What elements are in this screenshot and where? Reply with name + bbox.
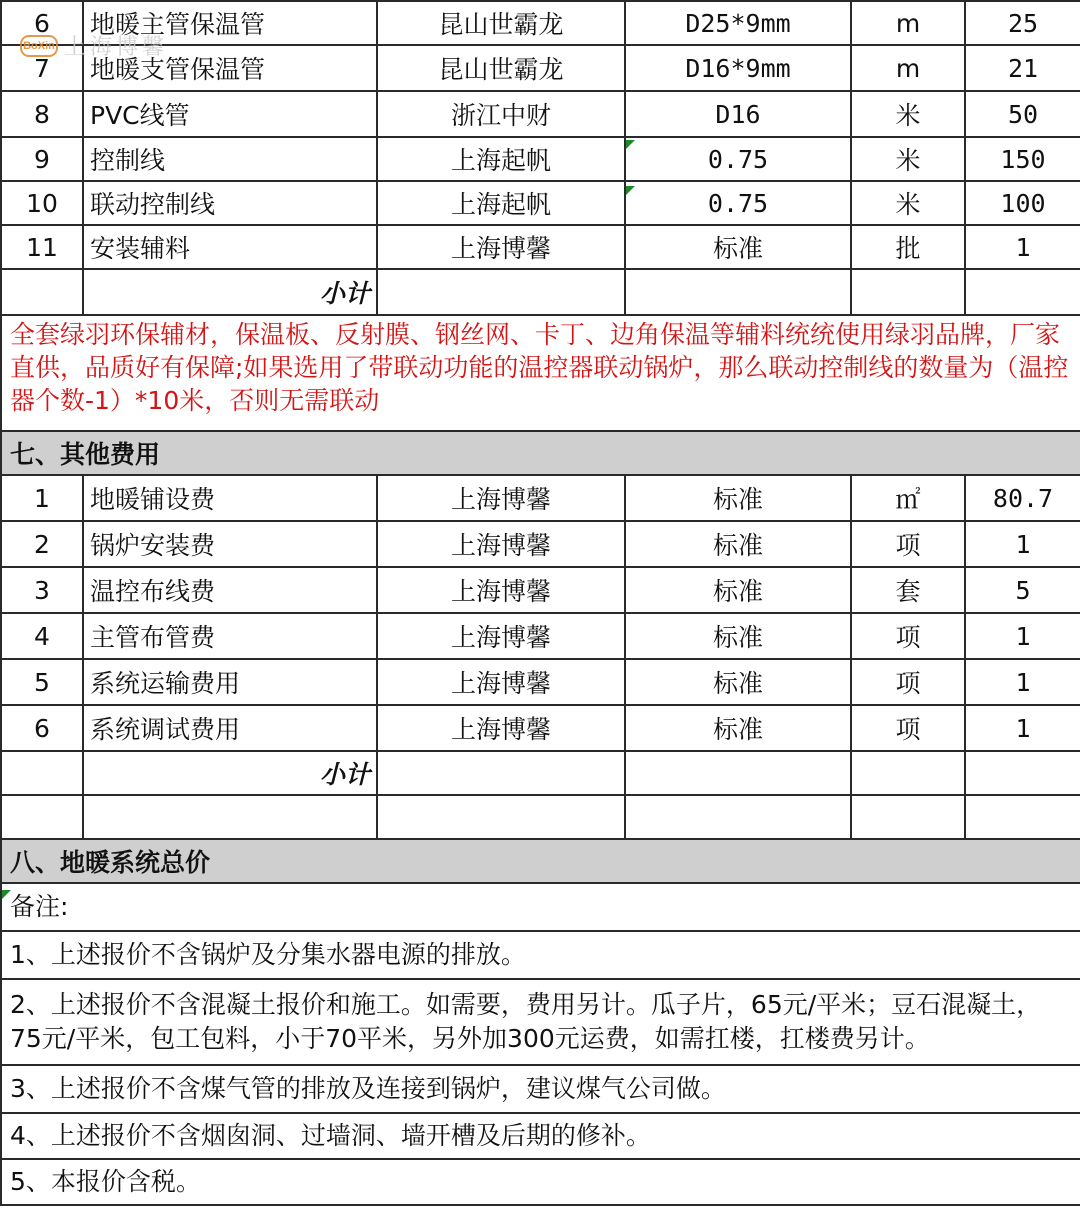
subtotal-row [1, 751, 1080, 795]
remark-item: 2、上述报价不含混凝土报价和施工。如需要，费用另计。瓜子片，65元/平米；豆石混凝土，75元/平米，包工包料，小于70平米，另外加300元运费，如需扛楼，扛楼费另计。 [1, 979, 1080, 1065]
item-spec: 标准 [625, 521, 851, 567]
item-spec: 标准 [625, 705, 851, 751]
empty-cell [377, 795, 625, 839]
comment-marker-icon [2, 890, 11, 899]
watermark-text: 上海博馨 [64, 35, 169, 60]
item-qty: 1 [965, 705, 1080, 751]
table-row [1, 613, 1080, 659]
table-row [1, 521, 1080, 567]
item-unit: m [851, 1, 965, 45]
row-number: 5 [1, 659, 83, 705]
item-unit: 米 [851, 91, 965, 137]
item-name: 联动控制线 [83, 181, 377, 225]
item-brand: 上海博馨 [377, 521, 625, 567]
remarks-title-row [1, 883, 1080, 931]
row-number: 10 [1, 181, 83, 225]
table-row [1, 137, 1080, 181]
empty-cell [377, 269, 625, 315]
empty-cell [1, 269, 83, 315]
empty-cell [965, 751, 1080, 795]
empty-cell [625, 795, 851, 839]
remark-item: 1、上述报价不含锅炉及分集水器电源的排放。 [1, 931, 1080, 979]
item-qty: 1 [965, 659, 1080, 705]
subtotal-label: 小计 [83, 751, 377, 795]
item-unit: 项 [851, 613, 965, 659]
item-unit: 米 [851, 181, 965, 225]
item-spec: 标准 [625, 225, 851, 269]
table-row [1, 659, 1080, 705]
empty-cell [851, 269, 965, 315]
item-unit: 套 [851, 567, 965, 613]
item-unit: 项 [851, 521, 965, 567]
item-qty: 1 [965, 521, 1080, 567]
row-number: 4 [1, 613, 83, 659]
item-spec: 标准 [625, 659, 851, 705]
row-number: 7 [1, 45, 83, 91]
red-note-cell [1, 315, 1080, 431]
empty-row [1, 795, 1080, 839]
row-number: 11 [1, 225, 83, 269]
remarks-title: 备注: [1, 883, 1080, 931]
item-name: 主管布管费 [83, 613, 377, 659]
item-name: 系统调试费用 [83, 705, 377, 751]
item-brand: 上海博馨 [377, 659, 625, 705]
item-name: 锅炉安装费 [83, 521, 377, 567]
item-name: 控制线 [83, 137, 377, 181]
row-number: 1 [1, 475, 83, 521]
row-number: 6 [1, 1, 83, 45]
item-qty: 100 [965, 181, 1080, 225]
item-spec: D16*9mm [625, 45, 851, 91]
item-spec: 0.75 [625, 137, 851, 181]
item-brand: 上海起帆 [377, 181, 625, 225]
empty-cell [851, 751, 965, 795]
item-brand: 昆山世霸龙 [377, 1, 625, 45]
comment-marker-icon [626, 186, 635, 195]
row-number: 2 [1, 521, 83, 567]
item-brand: 昆山世霸龙 [377, 45, 625, 91]
red-note-row [1, 315, 1080, 431]
item-name: 温控布线费 [83, 567, 377, 613]
item-name: PVC线管 [83, 91, 377, 137]
subtotal-label: 小计 [83, 269, 377, 315]
item-spec: D25*9mm [625, 1, 851, 45]
row-number: 9 [1, 137, 83, 181]
item-qty: 25 [965, 1, 1080, 45]
item-brand: 上海博馨 [377, 705, 625, 751]
item-unit: 米 [851, 137, 965, 181]
item-unit: m [851, 45, 965, 91]
empty-cell [625, 269, 851, 315]
item-spec: D16 [625, 91, 851, 137]
item-spec: 0.75 [625, 181, 851, 225]
empty-cell [851, 795, 965, 839]
item-brand: 浙江中财 [377, 91, 625, 137]
item-spec: 标准 [625, 613, 851, 659]
remark-item: 4、上述报价不含烟囱洞、过墙洞、墙开槽及后期的修补。 [1, 1113, 1080, 1159]
empty-cell [377, 751, 625, 795]
item-spec: 标准 [625, 567, 851, 613]
brand-mark: BoXin [20, 35, 58, 57]
remark-item: 5、本报价含税。 [1, 1159, 1080, 1205]
item-unit: ㎡ [851, 475, 965, 521]
item-brand: 上海博馨 [377, 567, 625, 613]
section-header-row [1, 839, 1080, 883]
remark-item: 3、上述报价不含煤气管的排放及连接到锅炉，建议煤气公司做。 [1, 1065, 1080, 1113]
empty-cell [965, 795, 1080, 839]
row-number: 6 [1, 705, 83, 751]
item-name: 系统运输费用 [83, 659, 377, 705]
section-header-row [1, 431, 1080, 475]
row-number: 8 [1, 91, 83, 137]
remark-row [1, 1159, 1080, 1205]
remark-row [1, 1113, 1080, 1159]
empty-cell [83, 795, 377, 839]
item-name: 安装辅料 [83, 225, 377, 269]
red-note-text: 全套绿羽环保辅材，保温板、反射膜、钢丝网、卡丁、边角保温等辅料统统使用绿羽品牌，厂家直供，品质好有保障;如果选用了带联动功能的温控器联动锅炉，那么联动控制线的数量为（温控器个数-1）*10米，否则无需联动 [10, 320, 1069, 415]
item-qty: 1 [965, 225, 1080, 269]
item-qty: 80.7 [965, 475, 1080, 521]
table-row [1, 91, 1080, 137]
section-title-other-fees: 七、其他费用 [1, 431, 1080, 475]
empty-cell [1, 795, 83, 839]
item-qty: 5 [965, 567, 1080, 613]
item-brand: 上海博馨 [377, 613, 625, 659]
subtotal-row [1, 269, 1080, 315]
empty-cell [965, 269, 1080, 315]
item-unit: 项 [851, 705, 965, 751]
item-name: 地暖主管保温管 [83, 1, 377, 45]
table-row [1, 705, 1080, 751]
item-unit: 批 [851, 225, 965, 269]
item-brand: 上海博馨 [377, 475, 625, 521]
item-name: 地暖铺设费 [83, 475, 377, 521]
table-row [1, 567, 1080, 613]
table-row [1, 475, 1080, 521]
item-unit: 项 [851, 659, 965, 705]
watermark-logo [20, 30, 168, 61]
item-qty: 1 [965, 613, 1080, 659]
comment-marker-icon [626, 140, 635, 149]
row-number: 3 [1, 567, 83, 613]
item-brand: 上海博馨 [377, 225, 625, 269]
empty-cell [625, 751, 851, 795]
table-row [1, 225, 1080, 269]
table-row [1, 181, 1080, 225]
section-title-total-price: 八、地暖系统总价 [1, 839, 1080, 883]
remark-row [1, 979, 1080, 1065]
remark-row [1, 931, 1080, 979]
item-qty: 21 [965, 45, 1080, 91]
item-qty: 50 [965, 91, 1080, 137]
remark-row [1, 1065, 1080, 1113]
item-brand: 上海起帆 [377, 137, 625, 181]
item-qty: 150 [965, 137, 1080, 181]
empty-cell [1, 751, 83, 795]
item-name: 地暖支管保温管 [83, 45, 377, 91]
item-spec: 标准 [625, 475, 851, 521]
